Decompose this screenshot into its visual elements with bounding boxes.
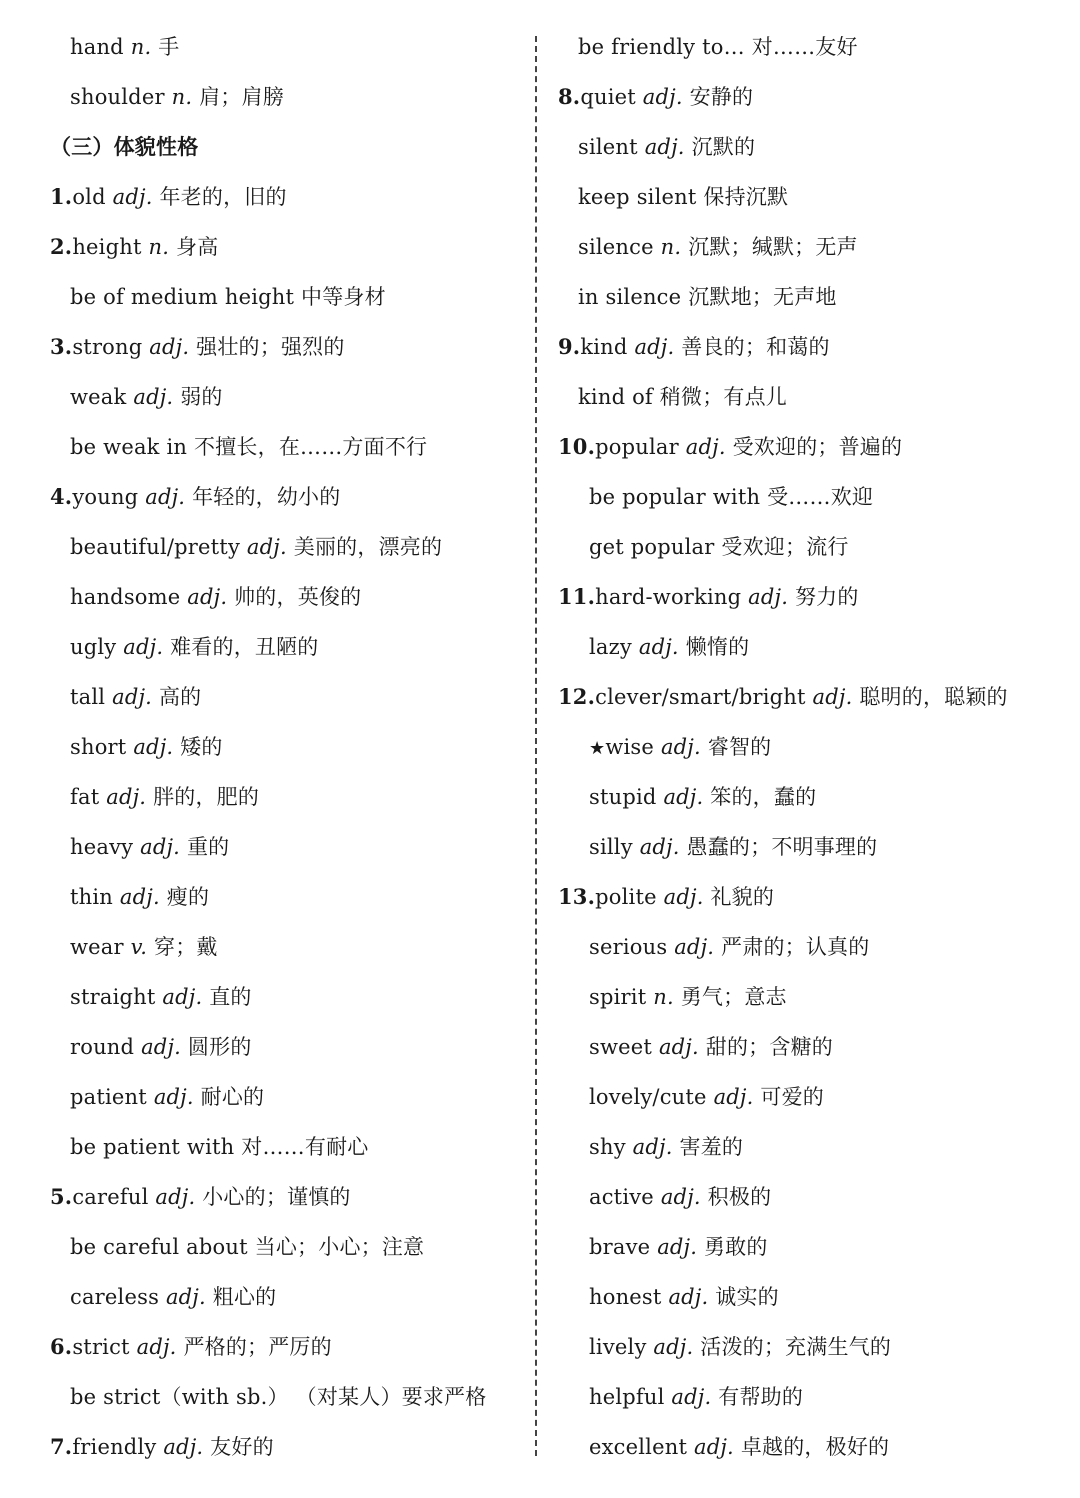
entry-word: old [72, 185, 106, 209]
entry-meaning: 当心；小心；注意 [254, 1235, 425, 1259]
entry-word: in silence [578, 285, 682, 309]
entry-word: quiet [580, 85, 636, 109]
part-of-speech: adj. [663, 785, 704, 809]
entry-word: wise [605, 735, 655, 759]
entry-word: round [70, 1035, 135, 1059]
part-of-speech: adj. [106, 785, 147, 809]
vocab-entry [558, 572, 1058, 622]
part-of-speech: adj. [674, 935, 715, 959]
entry-meaning: 瘦的 [166, 885, 210, 909]
vocab-entry [50, 1422, 510, 1472]
entry-word: heavy [70, 835, 134, 859]
entry-meaning: 胖的，肥的 [153, 785, 260, 809]
vocab-entry [50, 522, 510, 572]
entry-meaning: 耐心的 [200, 1085, 265, 1109]
part-of-speech: adj. [642, 85, 683, 109]
entry-word: kind of [578, 385, 653, 409]
entry-number: 3. [50, 334, 73, 359]
entry-word: kind [580, 335, 628, 359]
entry-meaning: 懒惰的 [685, 635, 750, 659]
vocab-entry [558, 1322, 1058, 1372]
entry-word: be popular with [589, 485, 761, 509]
entry-word: hard-working [595, 585, 742, 609]
vocab-entry [50, 1072, 510, 1122]
entry-word: popular [595, 435, 679, 459]
part-of-speech: adj. [638, 635, 679, 659]
entry-meaning: 睿智的 [707, 735, 772, 759]
entry-meaning: 年老的，旧的 [159, 185, 287, 209]
part-of-speech: adj. [140, 835, 181, 859]
vocab-entry [50, 672, 510, 722]
entry-word: friendly [72, 1435, 157, 1459]
entry-meaning: 难看的，丑陋的 [170, 635, 319, 659]
entry-word: careful [72, 1185, 149, 1209]
entry-meaning: 粗心的 [212, 1285, 277, 1309]
entry-meaning: 小心的；谨慎的 [202, 1185, 351, 1209]
entry-number: 11. [558, 584, 596, 609]
entry-meaning: 手 [158, 35, 180, 59]
entry-word: shy [589, 1135, 626, 1159]
part-of-speech: n. [130, 35, 152, 59]
vocab-entry [50, 472, 510, 522]
entry-meaning: 受……欢迎 [767, 485, 874, 509]
entry-meaning: 弱的 [180, 385, 223, 409]
vocab-entry [50, 272, 510, 322]
entry-meaning: 重的 [186, 835, 230, 859]
entry-word: handsome [70, 585, 181, 609]
star-icon: ★ [589, 738, 606, 759]
entry-meaning: 勇敢的 [704, 1235, 768, 1259]
entry-meaning: 沉默的 [691, 135, 756, 159]
entry-meaning: 高的 [158, 685, 202, 709]
entry-meaning: 年轻的，幼小的 [192, 485, 341, 509]
part-of-speech: n. [653, 985, 674, 1009]
entry-meaning: 身高 [176, 235, 219, 259]
vocab-entry [50, 222, 510, 272]
vocab-entry [50, 1172, 510, 1222]
entry-word: straight [70, 985, 156, 1009]
left-column [50, 22, 510, 1472]
entry-meaning: 害羞的 [679, 1135, 744, 1159]
entry-meaning: 卓越的，极好的 [740, 1435, 890, 1459]
column-divider [535, 36, 537, 1456]
part-of-speech: adj. [632, 1135, 673, 1159]
part-of-speech: adj. [713, 1085, 754, 1109]
vocab-entry [50, 372, 510, 422]
entry-word: height [72, 235, 142, 259]
entry-meaning: 稍微；有点儿 [659, 385, 787, 409]
entry-word: ugly [70, 635, 117, 659]
entry-word: silence [578, 235, 654, 259]
part-of-speech: adj. [136, 1335, 177, 1359]
entry-word: silent [578, 135, 638, 159]
part-of-speech: adj. [123, 635, 164, 659]
entry-word: active [589, 1185, 654, 1209]
part-of-speech: adj. [246, 535, 287, 559]
vocab-entry [558, 722, 1058, 772]
entry-meaning: 甜的；含糖的 [705, 1035, 833, 1059]
vocab-entry [558, 1372, 1058, 1422]
section-heading: （三）体貌性格 [50, 135, 199, 159]
vocab-entry [50, 1322, 510, 1372]
entry-meaning: 严格的；严厉的 [183, 1335, 332, 1359]
vocab-entry [50, 722, 510, 772]
vocab-entry [558, 322, 1058, 372]
entry-meaning: 笨的，蠢的 [710, 785, 817, 809]
entry-word: wear [70, 935, 124, 959]
vocab-entry [50, 822, 510, 872]
entry-meaning: 对……友好 [751, 35, 858, 59]
entry-meaning: 帅的，英俊的 [234, 585, 362, 609]
vocab-entry [558, 872, 1058, 922]
entry-word: strong [72, 335, 143, 359]
part-of-speech: n. [148, 235, 170, 259]
vocab-entry [50, 922, 510, 972]
part-of-speech: adj. [653, 1335, 694, 1359]
vocab-entry [558, 1022, 1058, 1072]
vocab-entry [558, 122, 1058, 172]
vocab-entry [558, 622, 1058, 672]
entry-meaning: 保持沉默 [703, 185, 789, 209]
part-of-speech: adj. [119, 885, 160, 909]
entry-meaning: 友好的 [210, 1435, 274, 1459]
entry-meaning: 中等身材 [301, 285, 386, 309]
entry-word: honest [589, 1285, 662, 1309]
entry-word: be patient with [70, 1135, 235, 1159]
vocab-entry [558, 1072, 1058, 1122]
part-of-speech: v. [130, 935, 148, 959]
entry-word: silly [589, 835, 633, 859]
part-of-speech: adj. [644, 135, 685, 159]
entry-word: sweet [589, 1035, 653, 1059]
entry-word: be weak in [70, 435, 188, 459]
entry-meaning: 直的 [209, 985, 252, 1009]
entry-word: tall [70, 685, 106, 709]
entry-word: fat [70, 785, 100, 809]
part-of-speech: adj. [149, 335, 190, 359]
vocab-entry [50, 322, 510, 372]
entry-number: 2. [50, 234, 73, 259]
entry-meaning: 圆形的 [187, 1035, 252, 1059]
vocab-entry [558, 72, 1058, 122]
entry-word: helpful [589, 1385, 665, 1409]
entry-word: stupid [589, 785, 657, 809]
entry-word: shoulder [70, 85, 165, 109]
vocab-entry [558, 1172, 1058, 1222]
entry-number: 9. [558, 334, 581, 359]
part-of-speech: adj. [660, 1185, 701, 1209]
entry-number: 8. [558, 84, 581, 109]
vocab-entry [50, 572, 510, 622]
entry-meaning: 活泼的；充满生气的 [700, 1335, 892, 1359]
entry-meaning: （对某人）要求严格 [295, 1385, 487, 1409]
entry-meaning: 不擅长，在……方面不行 [194, 435, 428, 459]
entry-meaning: 严肃的；认真的 [721, 935, 870, 959]
entry-word: be of medium height [70, 285, 295, 309]
vocab-entry [558, 972, 1058, 1022]
entry-word: weak [70, 385, 127, 409]
entry-meaning: 愚蠢的；不明事理的 [686, 835, 878, 859]
entry-number: 5. [50, 1184, 73, 1209]
vocab-entry [50, 72, 510, 122]
part-of-speech: adj. [153, 1085, 194, 1109]
part-of-speech: adj. [112, 185, 153, 209]
entry-word: beautiful/pretty [70, 535, 241, 559]
entry-number: 6. [50, 1334, 73, 1359]
vocab-entry [50, 1272, 510, 1322]
entry-meaning: 积极的 [707, 1185, 772, 1209]
entry-meaning: 礼貌的 [710, 885, 775, 909]
vocab-entry [558, 22, 1058, 72]
vocab-entry [558, 172, 1058, 222]
vocab-entry [50, 1222, 510, 1272]
entry-meaning: 勇气；意志 [680, 985, 787, 1009]
entry-word: polite [595, 885, 657, 909]
entry-meaning: 矮的 [180, 735, 223, 759]
part-of-speech: adj. [145, 485, 186, 509]
entry-word: be careful about [70, 1235, 248, 1259]
vocab-entry [558, 272, 1058, 322]
entry-meaning: 强壮的；强烈的 [196, 335, 345, 359]
vocab-entry [558, 772, 1058, 822]
entry-word: spirit [589, 985, 647, 1009]
entry-meaning: 安静的 [689, 85, 754, 109]
part-of-speech: adj. [693, 1435, 734, 1459]
part-of-speech: adj. [668, 1285, 709, 1309]
part-of-speech: adj. [658, 1035, 699, 1059]
part-of-speech: adj. [133, 385, 174, 409]
part-of-speech: adj. [162, 985, 203, 1009]
vocab-entry [558, 372, 1058, 422]
part-of-speech: adj. [685, 435, 726, 459]
vocab-entry [558, 222, 1058, 272]
entry-number: 13. [558, 884, 596, 909]
entry-meaning: 美丽的，漂亮的 [293, 535, 443, 559]
entry-meaning: 聪明的，聪颖的 [859, 685, 1008, 709]
part-of-speech: adj. [187, 585, 228, 609]
vocab-entry [558, 922, 1058, 972]
part-of-speech: adj. [660, 735, 701, 759]
part-of-speech: adj. [657, 1235, 698, 1259]
vocab-entry [50, 972, 510, 1022]
part-of-speech: adj. [748, 585, 789, 609]
vocab-entry [50, 872, 510, 922]
part-of-speech: adj. [812, 685, 853, 709]
part-of-speech: n. [660, 235, 682, 259]
vocab-entry [558, 672, 1058, 722]
right-column [558, 22, 1058, 1472]
vocab-entry [50, 172, 510, 222]
entry-meaning: 对……有耐心 [241, 1135, 369, 1159]
vocab-entry [50, 772, 510, 822]
entry-word: be strict（with sb.） [70, 1385, 289, 1409]
entry-word: lazy [589, 635, 632, 659]
entry-word: clever/smart/bright [595, 685, 806, 709]
part-of-speech: n. [171, 85, 193, 109]
vocab-entry [558, 822, 1058, 872]
entry-word: serious [589, 935, 668, 959]
entry-number: 7. [50, 1434, 73, 1459]
vocab-entry [558, 1122, 1058, 1172]
vocab-entry [558, 1422, 1058, 1472]
part-of-speech: adj. [634, 335, 675, 359]
entry-meaning: 努力的 [794, 585, 859, 609]
entry-word: be friendly to… [578, 35, 745, 59]
entry-word: keep silent [578, 185, 697, 209]
part-of-speech: adj. [663, 885, 704, 909]
entry-meaning: 肩；肩膀 [199, 85, 284, 109]
entry-meaning: 受欢迎；流行 [721, 535, 849, 559]
part-of-speech: adj. [155, 1185, 196, 1209]
part-of-speech: adj. [133, 735, 174, 759]
part-of-speech: adj. [165, 1285, 206, 1309]
part-of-speech: adj. [141, 1035, 182, 1059]
entry-number: 4. [50, 484, 73, 509]
vocab-entry [50, 1122, 510, 1172]
entry-number: 12. [558, 684, 596, 709]
entry-word: lovely/cute [589, 1085, 707, 1109]
entry-meaning: 可爱的 [760, 1085, 825, 1109]
entry-word: brave [589, 1235, 651, 1259]
vocab-entry [50, 1372, 510, 1422]
entry-word: short [70, 735, 127, 759]
entry-meaning: 沉默；缄默；无声 [688, 235, 858, 259]
vocab-entry [50, 622, 510, 672]
entry-word: strict [72, 1335, 130, 1359]
entry-word: lively [589, 1335, 647, 1359]
vocab-entry [558, 472, 1058, 522]
vocab-entry [558, 422, 1058, 472]
entry-word: patient [70, 1085, 147, 1109]
entry-meaning: 沉默地；无声地 [688, 285, 837, 309]
entry-meaning: 善良的；和蔼的 [681, 335, 830, 359]
vocab-entry [50, 1022, 510, 1072]
vocab-entry [558, 522, 1058, 572]
part-of-speech: adj. [639, 835, 680, 859]
entry-number: 1. [50, 184, 73, 209]
entry-word: careless [70, 1285, 160, 1309]
entry-word: get popular [589, 535, 715, 559]
entry-meaning: 有帮助的 [718, 1385, 804, 1409]
entry-meaning: 穿；戴 [154, 935, 218, 959]
part-of-speech: adj. [671, 1385, 712, 1409]
entry-word: young [72, 485, 139, 509]
vocab-entry [50, 422, 510, 472]
vocab-entry [50, 22, 510, 72]
entry-meaning: 受欢迎的；普遍的 [732, 435, 903, 459]
entry-word: hand [70, 35, 124, 59]
entry-word: thin [70, 885, 114, 909]
part-of-speech: adj. [163, 1435, 204, 1459]
vocab-entry [558, 1272, 1058, 1322]
vocab-entry [558, 1222, 1058, 1272]
entry-meaning: 诚实的 [715, 1285, 779, 1309]
part-of-speech: adj. [112, 685, 153, 709]
entry-word: excellent [589, 1435, 688, 1459]
entry-number: 10. [558, 434, 596, 459]
